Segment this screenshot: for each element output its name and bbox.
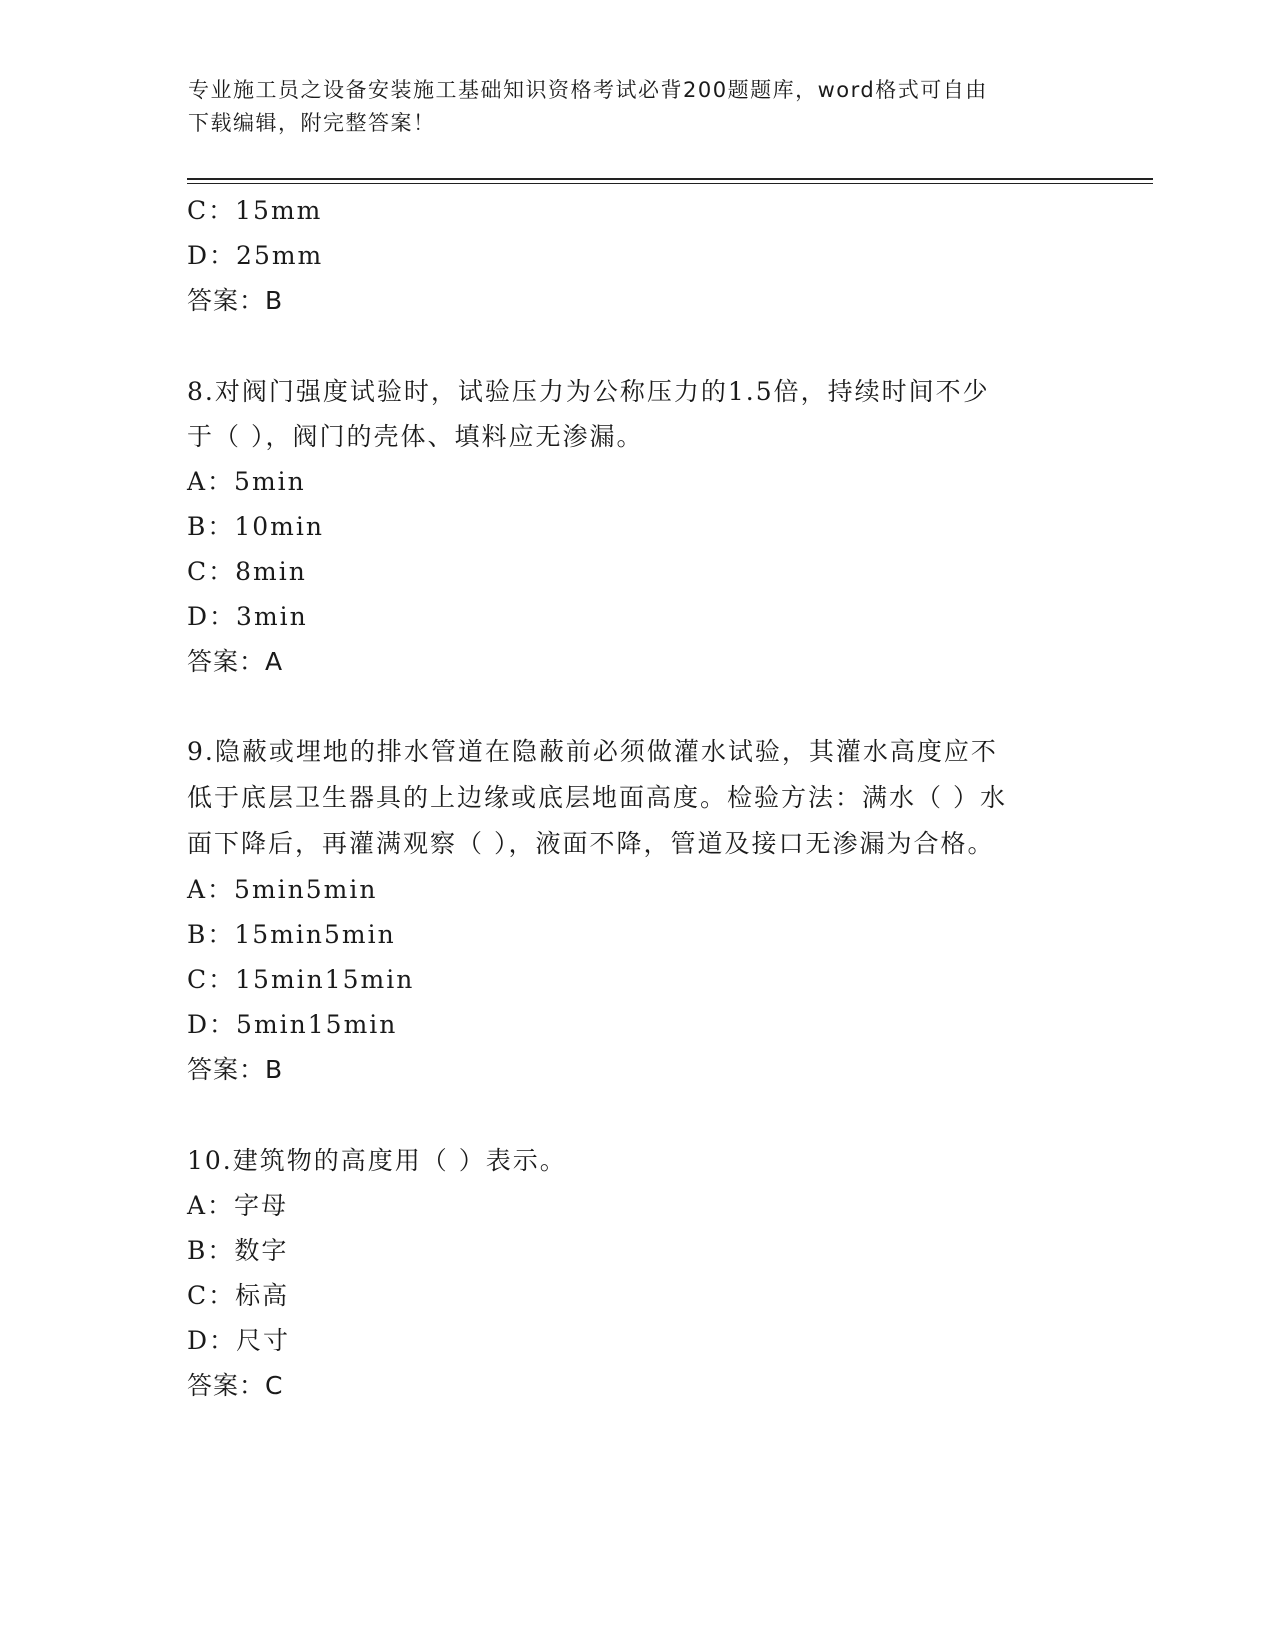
q10-option-c: C：标高	[187, 1281, 290, 1310]
prev-question-answer: 答案：B	[187, 286, 284, 315]
q10-option-d: D：尺寸	[187, 1326, 291, 1355]
q9-answer: 答案：B	[187, 1055, 284, 1084]
header-divider-thin	[187, 183, 1153, 184]
q8-option-b: B：10min	[187, 512, 324, 541]
prev-question-option-d: D：25mm	[187, 241, 324, 270]
q10-answer: 答案：C	[187, 1371, 284, 1400]
q9-stem-line-2: 低于底层卫生器具的上边缘或底层地面高度。检验方法：满水（ ）水	[187, 783, 1007, 812]
q10-option-b: B：数字	[187, 1236, 289, 1265]
q9-option-b: B：15min5min	[187, 920, 396, 949]
header-title-line-1: 专业施工员之设备安装施工基础知识资格考试必背200题题库，word格式可自由	[188, 78, 988, 102]
prev-question-option-c: C：15mm	[187, 196, 323, 225]
q9-stem-line-1: 9.隐蔽或埋地的排水管道在隐蔽前必须做灌水试验，其灌水高度应不	[187, 737, 998, 766]
q8-stem-line-2: 于（ ），阀门的壳体、填料应无渗漏。	[187, 422, 644, 451]
q9-option-a: A：5min5min	[187, 875, 378, 904]
q8-option-c: C：8min	[187, 557, 307, 586]
q9-stem-line-3: 面下降后，再灌满观察（ ），液面不降，管道及接口无渗漏为合格。	[187, 829, 995, 858]
q8-stem-line-1: 8.对阀门强度试验时，试验压力为公称压力的1.5倍，持续时间不少	[187, 377, 990, 406]
q9-option-d: D：5min15min	[187, 1010, 398, 1039]
q10-option-a: A：字母	[187, 1191, 289, 1220]
q8-option-a: A：5min	[187, 467, 306, 496]
q8-option-d: D：3min	[187, 602, 308, 631]
document-header	[188, 74, 1068, 140]
q10-stem-line-1: 10.建筑物的高度用（ ）表示。	[187, 1146, 567, 1175]
q9-option-c: C：15min15min	[187, 965, 415, 994]
q8-answer: 答案：A	[187, 647, 284, 676]
header-title-line-2: 下载编辑，附完整答案！	[188, 111, 436, 135]
header-divider-thick	[187, 178, 1153, 180]
